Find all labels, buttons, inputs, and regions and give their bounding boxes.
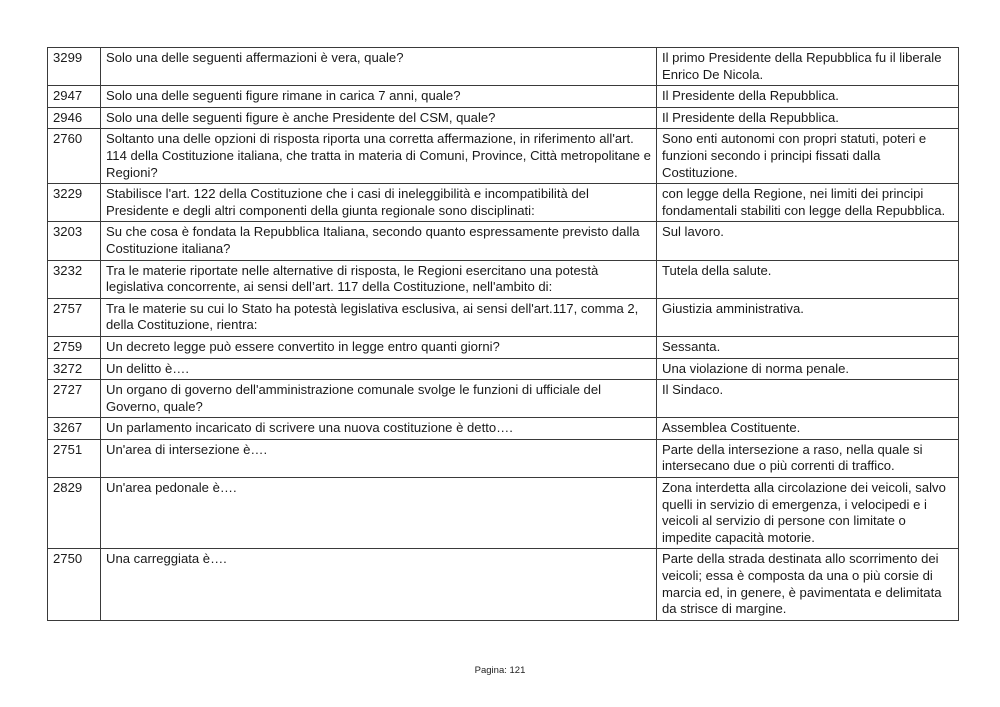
table-row [48,260,959,298]
question-id-cell: 2947 [48,86,101,108]
question-id-cell: 2759 [48,336,101,358]
answer-cell: Parte della intersezione a raso, nella quale si intersecano due o più correnti di traffico. [657,439,959,477]
answer-cell: Sessanta. [657,336,959,358]
question-id-cell: 2757 [48,298,101,336]
question-cell: Un delitto è…. [101,358,657,380]
question-cell: Un'area pedonale è…. [101,478,657,549]
question-id-cell: 2946 [48,107,101,129]
question-id-cell: 3267 [48,418,101,440]
table-row [48,48,959,86]
question-cell: Un parlamento incaricato di scrivere una nuova costituzione è detto…. [101,418,657,440]
answer-cell: Sul lavoro. [657,222,959,260]
answer-cell: Tutela della salute. [657,260,959,298]
question-id-cell: 3272 [48,358,101,380]
question-cell: Un decreto legge può essere convertito in legge entro quanti giorni? [101,336,657,358]
table-row [48,358,959,380]
question-id-cell: 3229 [48,184,101,222]
table-row [48,336,959,358]
table-row [48,222,959,260]
answer-cell: Il Presidente della Repubblica. [657,107,959,129]
question-cell: Su che cosa è fondata la Repubblica Italiana, secondo quanto espressamente previsto dalla Costituzione italiana? [101,222,657,260]
answer-cell: Una violazione di norma penale. [657,358,959,380]
question-cell: Una carreggiata è…. [101,549,657,620]
table-row [48,478,959,549]
table-row [48,298,959,336]
table-row [48,107,959,129]
table-row [48,549,959,620]
question-id-cell: 2750 [48,549,101,620]
question-id-cell: 2751 [48,439,101,477]
question-cell: Stabilisce l'art. 122 della Costituzione che i casi di ineleggibilità e incompatibilità del Presidente e degli altri componenti della giunta regionale sono disciplinati: [101,184,657,222]
question-id-cell: 2829 [48,478,101,549]
table-row [48,129,959,184]
question-cell: Solo una delle seguenti figure rimane in carica 7 anni, quale? [101,86,657,108]
question-id-cell: 3203 [48,222,101,260]
table-row [48,439,959,477]
question-cell: Un organo di governo dell'amministrazione comunale svolge le funzioni di ufficiale del Governo, quale? [101,380,657,418]
table-row [48,380,959,418]
table-row [48,184,959,222]
question-id-cell: 3299 [48,48,101,86]
question-answer-table [47,47,959,621]
answer-cell: Zona interdetta alla circolazione dei veicoli, salvo quelli in servizio di emergenza, i velocipedi e i veicoli al servizio di persone con limitate o impedite capacità motorie. [657,478,959,549]
table-row [48,86,959,108]
table-row [48,418,959,440]
question-id-cell: 2727 [48,380,101,418]
page-number: Pagina: 121 [474,665,526,676]
question-id-cell: 2760 [48,129,101,184]
answer-cell: Il Sindaco. [657,380,959,418]
question-cell: Soltanto una delle opzioni di risposta riporta una corretta affermazione, in riferimento all'art. 114 della Costituzione italiana, che tratta in materia di Comuni, Province, Città metropolitane e Regioni? [101,129,657,184]
answer-cell: Il Presidente della Repubblica. [657,86,959,108]
answer-cell: Il primo Presidente della Repubblica fu il liberale Enrico De Nicola. [657,48,959,86]
question-cell: Solo una delle seguenti affermazioni è vera, quale? [101,48,657,86]
answer-cell: Sono enti autonomi con propri statuti, poteri e funzioni secondo i principi fissati dalla Costituzione. [657,129,959,184]
answer-cell: con legge della Regione, nei limiti dei principi fondamentali stabiliti con legge della Repubblica. [657,184,959,222]
question-cell: Tra le materie riportate nelle alternative di risposta, le Regioni esercitano una potestà legislativa concorrente, ai sensi dell’art. 117 della Costituzione, nell'ambito di: [101,260,657,298]
question-cell: Un'area di intersezione è…. [101,439,657,477]
question-cell: Solo una delle seguenti figure è anche Presidente del CSM, quale? [101,107,657,129]
question-id-cell: 3232 [48,260,101,298]
answer-cell: Assemblea Costituente. [657,418,959,440]
answer-cell: Parte della strada destinata allo scorrimento dei veicoli; essa è composta da una o più corsie di marcia ed, in genere, è pavimentata e delimitata da strisce di margine. [657,549,959,620]
answer-cell: Giustizia amministrativa. [657,298,959,336]
table-body [48,48,959,621]
question-cell: Tra le materie su cui lo Stato ha potestà legislativa esclusiva, ai sensi dell'art.117, comma 2, della Costituzione, rientra: [101,298,657,336]
